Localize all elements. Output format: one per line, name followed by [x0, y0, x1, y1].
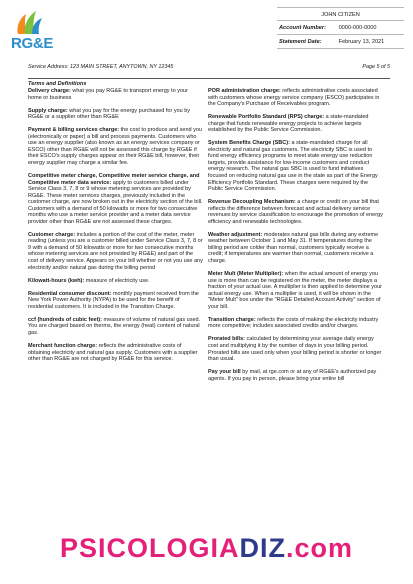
- term-item: Supply charge: what you pay for the energy purchased for you by RG&E or a supplier other than RG&E: [28, 107, 191, 121]
- term-item: Pay your bill by mail, at rge.com or at any of RG&E's authorized pay agents. If you pay in person, please bring your entire bill: [208, 369, 377, 382]
- account-number-value: 0000-000-0000: [338, 25, 377, 31]
- term-item: Merchant function charge: reflects the administrative costs of obtaining electricity and natural gas supply. Customers with a supplier other than RG&E are not charged by RG&E for this service.: [28, 342, 198, 363]
- service-address-line: [28, 64, 390, 70]
- term-item: Transition charge: reflects the costs of making the electricity industry more competitive; includes associated credits and/or charges.: [208, 316, 379, 330]
- watermark: PSICOLOGIADIZ.com: [59, 533, 354, 563]
- term-item: Residential consumer discount: monthly payment received from the New York Power Authority (NYPA) to be used for the benefit of residential customers. It is included in the Transition Charge.: [28, 290, 199, 310]
- page-number: Page 5 of 5: [362, 64, 390, 70]
- term-item: Weather adjustment: moderates natural gas bills during any extreme weather between October 1 and May 31. If temperatures during the billing period are colder than normal, customers typically receive a credit; if temperatures are warmer than normal, customers receive a charge.: [208, 231, 379, 265]
- brand-name: RG&E: [11, 35, 54, 52]
- term-item: Meter Mult (Meter Multiplier): when the actual amount of energy you use is more than can be registered on the meter, the meter displays a fraction of your actual use. A multiplier is then applied to determine your actual energy use. When a multiplier is used, it will be shown in the "Meter Mult" box under the "RG&E Detailed Account Activity" section of your bill.: [208, 271, 382, 310]
- account-number-row: [277, 21, 404, 35]
- term-item: Kilowatt-hours (kwh): measure of electricity use.: [28, 277, 150, 284]
- term-item: POR administration charge: reflects administrative costs associated with customers whose energy service company (ESCO) participates in the Company's Purchase of Receivables program.: [208, 88, 380, 108]
- statement-date-value: February 13, 2021: [338, 39, 385, 45]
- term-item: Renewable Portfolio Standard (RPS) charge: a state-mandated charge that funds renewable energy projects to achieve targets established by the Public Service Commission.: [208, 114, 369, 134]
- term-item: Customer charge: includes a portion of the cost of the meter, meter reading (unless you are a customer billed under Service Class 3, 7, 8 or 9 with a demand of 50 kilowatts or more for two consecutive months whose metering services are not provided by RG&E) and part of the cost of delivery service. Appears on your bill whether or not you use any electricity and/or natural gas during the billing period: [28, 231, 203, 271]
- terms-column-left: [28, 88, 203, 369]
- account-number-label: Account Number:: [279, 25, 326, 31]
- term-item: Competitive meter charge, Competitive meter service charge, and Competitive meter data service: apply to customers billed under Service Class 3, 7, 8 or 9 whose metering services are provided by RG&E. These meter services charges, previously included in the customer charge, are now broken out in the electricity section of the bill. Customers with a demand of 50 kilowatts or more for two consecutive months who use a meter service provider and a meter data service provider other than RG&E are not assessed these charges.: [28, 172, 203, 225]
- term-item: Revenue Decoupling Mechanism: a charge or credit on your bill that reflects the difference between forecast and actual delivery service revenues by service classification to encourage the promotion of energy efficiency and renewable technologies.: [208, 199, 383, 225]
- term-item: Prorated bills: calculated by determining your average daily energy cost and multiplying it by the number of days in your billing period. Prorated bills are used only when your billing period is shorter or longer than usual.: [208, 336, 382, 363]
- term-item: ccf (hundreds of cubic feet): measure of volume of natural gas used. You are charged based on therms, the energy (heat) content of natural gas.: [28, 316, 201, 336]
- term-item: System Benefits Charge (SBC): a state-mandated charge for all electricity and natural gas customers. The electricity SBC is used to fund energy efficiency programs to meet state energy use reduction targets, provide assistance for low-income customers and conduct energy research. The natural gas SBC is used to fund initiatives focused on reducing natural gas use in the state as part of the Energy Efficiency Portfolio Standard. These charges were required by the Public Service Commission.: [208, 140, 378, 193]
- flame-leaf-icon: [14, 8, 44, 36]
- terms-column-right: [208, 88, 383, 389]
- statement-date-row: [277, 35, 404, 49]
- customer-name: JOHN CITIZEN: [277, 7, 404, 21]
- account-info-box: [277, 7, 404, 49]
- section-title: Terms and Definitions: [28, 78, 390, 87]
- term-item: Delivery charge: what you pay RG&E to transport energy to your home or business: [28, 88, 188, 101]
- statement-date-label: Statement Date:: [279, 39, 322, 45]
- rge-logo: [9, 8, 69, 52]
- service-address: Service Address: 123 MAIN STREET, ANYTOWN, NY 12345: [28, 64, 174, 70]
- term-item: Payment & billing services charge: the cost to produce and send you (electronically or paper) a bill and process payments. Customers who use an energy supplier (also known as an energy services company or ESCO) other than RG&E will not be assessed this charge by RG&E if their ESCO's supply charges appear on their RG&E bill, however, their energy supplier may charge a similar fee.: [28, 127, 202, 166]
